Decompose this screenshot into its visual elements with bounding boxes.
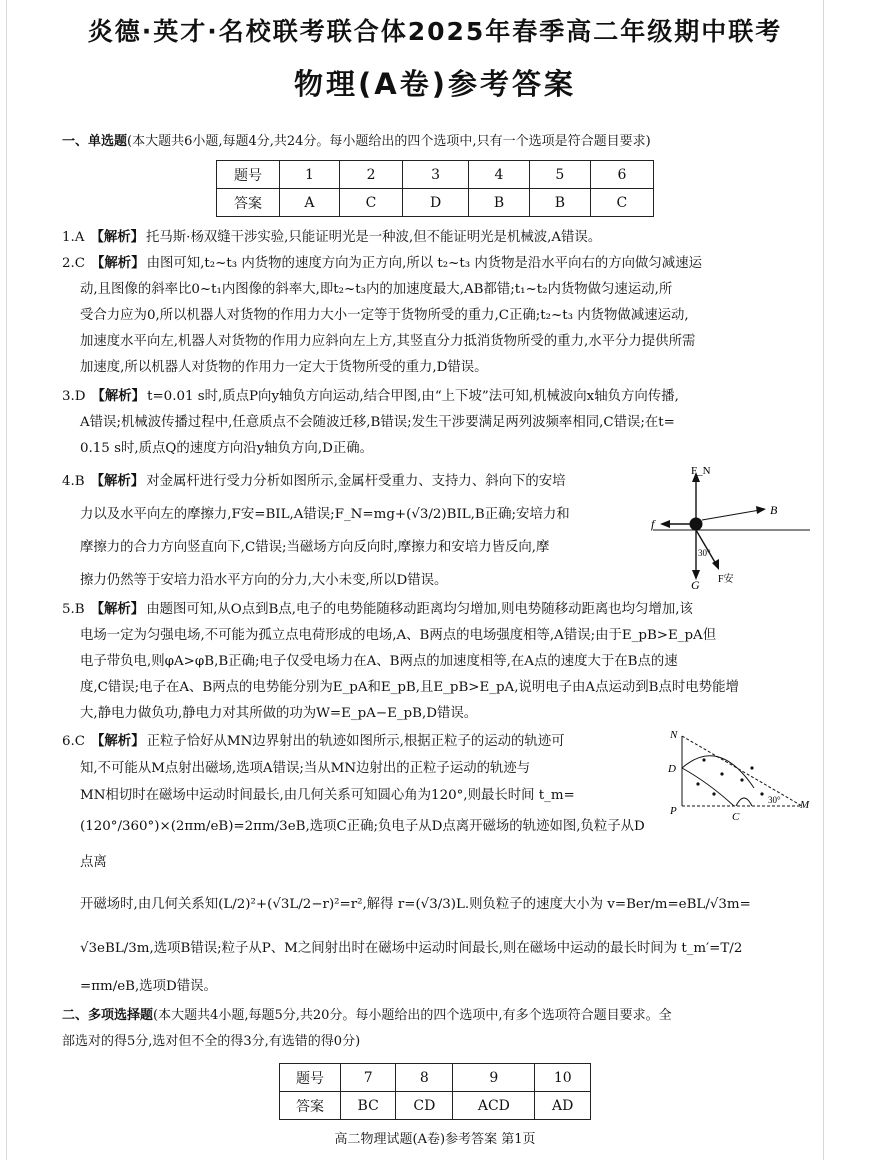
label-b: B: [770, 503, 778, 517]
answer-cell: AD: [535, 1092, 591, 1120]
question-number: 1: [280, 161, 340, 189]
row-label: 题号: [280, 1064, 341, 1092]
question-number: 4.B: [62, 474, 85, 489]
field-dot: [740, 778, 743, 781]
answer-cell: B: [529, 189, 590, 217]
field-dot: [696, 782, 699, 785]
analysis-tag: 【解析】: [90, 602, 145, 617]
page-right-edge: [823, 0, 824, 1160]
analysis-line: 对金属杆进行受力分析如图所示,金属杆受重力、支持力、斜向下的安培: [146, 474, 566, 489]
field-b-line: [702, 510, 760, 520]
analysis-line: 摩擦力的合力方向竖直向下,C错误;当磁场方向反向时,摩擦力和安培力皆反向,摩: [80, 540, 550, 555]
question-number: 3.D: [62, 389, 86, 404]
analysis-line: 大,静电力做负功,静电力对其所做的功为W=E_pA−E_pB,D错误。: [80, 706, 478, 721]
question-number: 2.C: [62, 256, 86, 271]
table-row: [280, 1064, 591, 1092]
field-dot: [712, 792, 715, 795]
field-dot: [760, 792, 763, 795]
field-dot: [702, 758, 705, 761]
analysis-line: 加速度水平向左,机器人对货物的作用力应斜向左上方,其竖直分力抵消货物所受的重力,水平分力提供所需: [80, 334, 696, 349]
label-angle-30: 30°: [768, 795, 781, 805]
analysis-line: 由图可知,t₂~t₃ 内货物的速度方向为正方向,所以 t₂~t₃ 内货物是沿水平向右的方向做匀减速运: [146, 256, 702, 271]
table-row: [280, 1092, 591, 1120]
analysis-line: 托马斯·杨双缝干涉实验,只能证明光是一种波,但不能证明光是机械波,A错误。: [146, 230, 602, 245]
analysis-line: √3eBL/3m,选项B错误;粒子从P、M之间射出时在磁场中运动时间最长,则在磁场中运动的最长时间为 t_m′=T/2: [80, 941, 743, 956]
label-angle-30: 30°: [698, 548, 711, 558]
section2-desc-line1: (本大题共4小题,每题5分,共20分。每小题给出的四个选项中,有多个选项符合题目要求。全: [153, 1008, 672, 1023]
section2-answer-table: [279, 1063, 591, 1120]
label-n: N: [670, 729, 678, 741]
question-number: 5: [529, 161, 590, 189]
analysis-line: 正粒子恰好从MN边界射出的轨迹如图所示,根据正粒子的运动的轨迹可: [146, 734, 565, 749]
field-b-arrowhead: [756, 506, 766, 514]
analysis-line: (120°/360°)×(2πm/eB)=2πm/3eB,选项C正确;负电子从D点离开磁场的轨迹如图,负粒子从D点离: [80, 819, 645, 870]
row-label: 答案: [217, 189, 280, 217]
field-dot: [720, 772, 723, 775]
table-row: [217, 189, 654, 217]
analysis-line: 受合力应为0,所以机器人对货物的作用力大小一定等于货物所受的重力,C正确;t₂~t₃ 内货物做减速运动,: [80, 308, 689, 323]
boundary-nm: [682, 736, 802, 806]
answer-cell: CD: [396, 1092, 453, 1120]
question-1: [62, 225, 810, 251]
field-dot: [750, 766, 753, 769]
question-2: [62, 251, 810, 381]
label-fn: F_N: [691, 465, 711, 477]
question-5: [62, 597, 810, 727]
section2-desc-line2: 部选对的得5分,选对但不全的得3分,有选错的得0分): [62, 1034, 361, 1049]
analysis-line: 擦力仍然等于安培力沿水平方向的分力,大小未变,所以D错误。: [80, 573, 448, 588]
answer-cell: C: [590, 189, 653, 217]
analysis-line: 力以及水平向左的摩擦力,F安=BIL,A错误;F_N=mg+(√3/2)BIL,B正确;安培力和: [80, 507, 570, 522]
question-number: 4: [469, 161, 530, 189]
analysis-line: 电场一定为匀强电场,不可能为孤立点电荷形成的电场,A、B两点的电场强度相等,A错误;由于E_pB>E_pA但: [80, 628, 717, 643]
section1-answer-table: [216, 160, 654, 217]
row-label: 题号: [217, 161, 280, 189]
page-footer: 高二物理试题(A卷)参考答案 第1页: [334, 1132, 536, 1147]
friction-arrowhead: [660, 520, 670, 528]
question-number: 6: [590, 161, 653, 189]
exam-title: 炎德·英才·名校联考联合体2025年春季高二年级期中联考: [87, 17, 783, 46]
question-number: 1.A: [62, 230, 85, 245]
question-number: 9: [453, 1064, 535, 1092]
answer-cell: A: [280, 189, 340, 217]
answer-cell: C: [339, 189, 402, 217]
analysis-line: 度,C错误;电子在A、B两点的电势能分别为E_pA和E_pB,且E_pB>E_pA,说明电子由A点运动到B点时电势能增: [80, 680, 739, 695]
label-g: G: [691, 578, 700, 592]
section1-heading: [62, 129, 810, 155]
analysis-line: 加速度,所以机器人对货物的作用力一定大于货物所受的重力,D错误。: [80, 360, 488, 375]
section1-title: 一、单选题: [62, 134, 128, 149]
analysis-line: MN相切时在磁场中运动时间最长,由几何关系可知圆心角为120°,则最长时间 t_m=: [80, 788, 575, 803]
metal-rod-dot: [690, 518, 703, 531]
analysis-tag: 【解析】: [90, 474, 145, 489]
analysis-tag: 【解析】: [91, 256, 145, 271]
row-label: 答案: [280, 1092, 341, 1120]
ampere-force-arrow: [696, 530, 716, 564]
section2-heading: [62, 1003, 810, 1055]
analysis-line: 由题图可知,从O点到B点,电子的电势能随移动距离均匀增加,则电势随移动距离也均匀增加,该: [146, 602, 693, 617]
label-m: M: [800, 799, 810, 811]
section1-desc: (本大题共6小题,每题4分,共24分。每小题给出的四个选项中,只有一个选项是符合题目要求): [127, 134, 651, 149]
magnetic-field-diagram: [664, 728, 814, 828]
question-3: [62, 384, 810, 462]
analysis-line: 动,且图像的斜率比0~t₁内图像的斜率大,即t₂~t₃内的加速度最大,AB都错;t₁~t₂内货物做匀速运动,所: [80, 282, 673, 297]
question-number: 8: [396, 1064, 453, 1092]
label-d: D: [668, 763, 676, 775]
question-number: 6.C: [62, 734, 86, 749]
answer-cell: B: [469, 189, 530, 217]
small-arc: [736, 798, 752, 806]
ampere-force-arrowhead: [712, 559, 719, 570]
label-f: f: [651, 517, 655, 531]
answer-cell: D: [403, 189, 469, 217]
label-p: P: [670, 805, 677, 817]
analysis-tag: 【解析】: [91, 389, 146, 404]
analysis-line: 电子带负电,则φA>φB,B正确;电子仅受电场力在A、B两点的加速度相等,在A点的速度大于在B点的速: [80, 654, 678, 669]
analysis-line: 知,不可能从M点射出磁场,选项A错误;当从MN边射出的正粒子运动的轨迹与: [80, 761, 531, 776]
answer-cell: ACD: [453, 1092, 535, 1120]
question-number: 3: [403, 161, 469, 189]
answer-title: 物理(A卷)参考答案: [294, 67, 576, 101]
question-number: 5.B: [62, 602, 85, 617]
analysis-tag: 【解析】: [90, 230, 145, 245]
analysis-line: 0.15 s时,质点Q的速度方向沿y轴负方向,D正确。: [80, 441, 373, 456]
label-c: C: [732, 811, 740, 823]
question-number: 2: [339, 161, 402, 189]
label-f-ampere: F安: [718, 574, 734, 585]
question-4: [62, 465, 642, 597]
analysis-tag: 【解析】: [91, 734, 145, 749]
analysis-line: t=0.01 s时,质点P向y轴负方向运动,结合甲图,由“上下坡”法可知,机械波向x轴负方向传播,: [147, 389, 679, 404]
question-number: 10: [535, 1064, 591, 1092]
force-diagram: [648, 462, 813, 592]
negative-particle-track: [682, 768, 734, 806]
page-left-edge: [6, 0, 7, 1160]
section2-title: 二、多项选择题: [62, 1008, 154, 1023]
analysis-line: A错误;机械波传播过程中,任意质点不会随波迁移,B错误;发生干涉要满足两列波频率相同,C错误;在t=: [80, 415, 675, 430]
question-number: 7: [341, 1064, 396, 1092]
answer-cell: BC: [341, 1092, 396, 1120]
analysis-line: =πm/eB,选项D错误。: [80, 979, 217, 994]
analysis-line: 开磁场时,由几何关系知(L/2)²+(√3L/2−r)²=r²,解得 r=(√3/3)L.则负粒子的速度大小为 v=Ber/m=eBL/√3m=: [80, 897, 751, 912]
table-row: [217, 161, 654, 189]
